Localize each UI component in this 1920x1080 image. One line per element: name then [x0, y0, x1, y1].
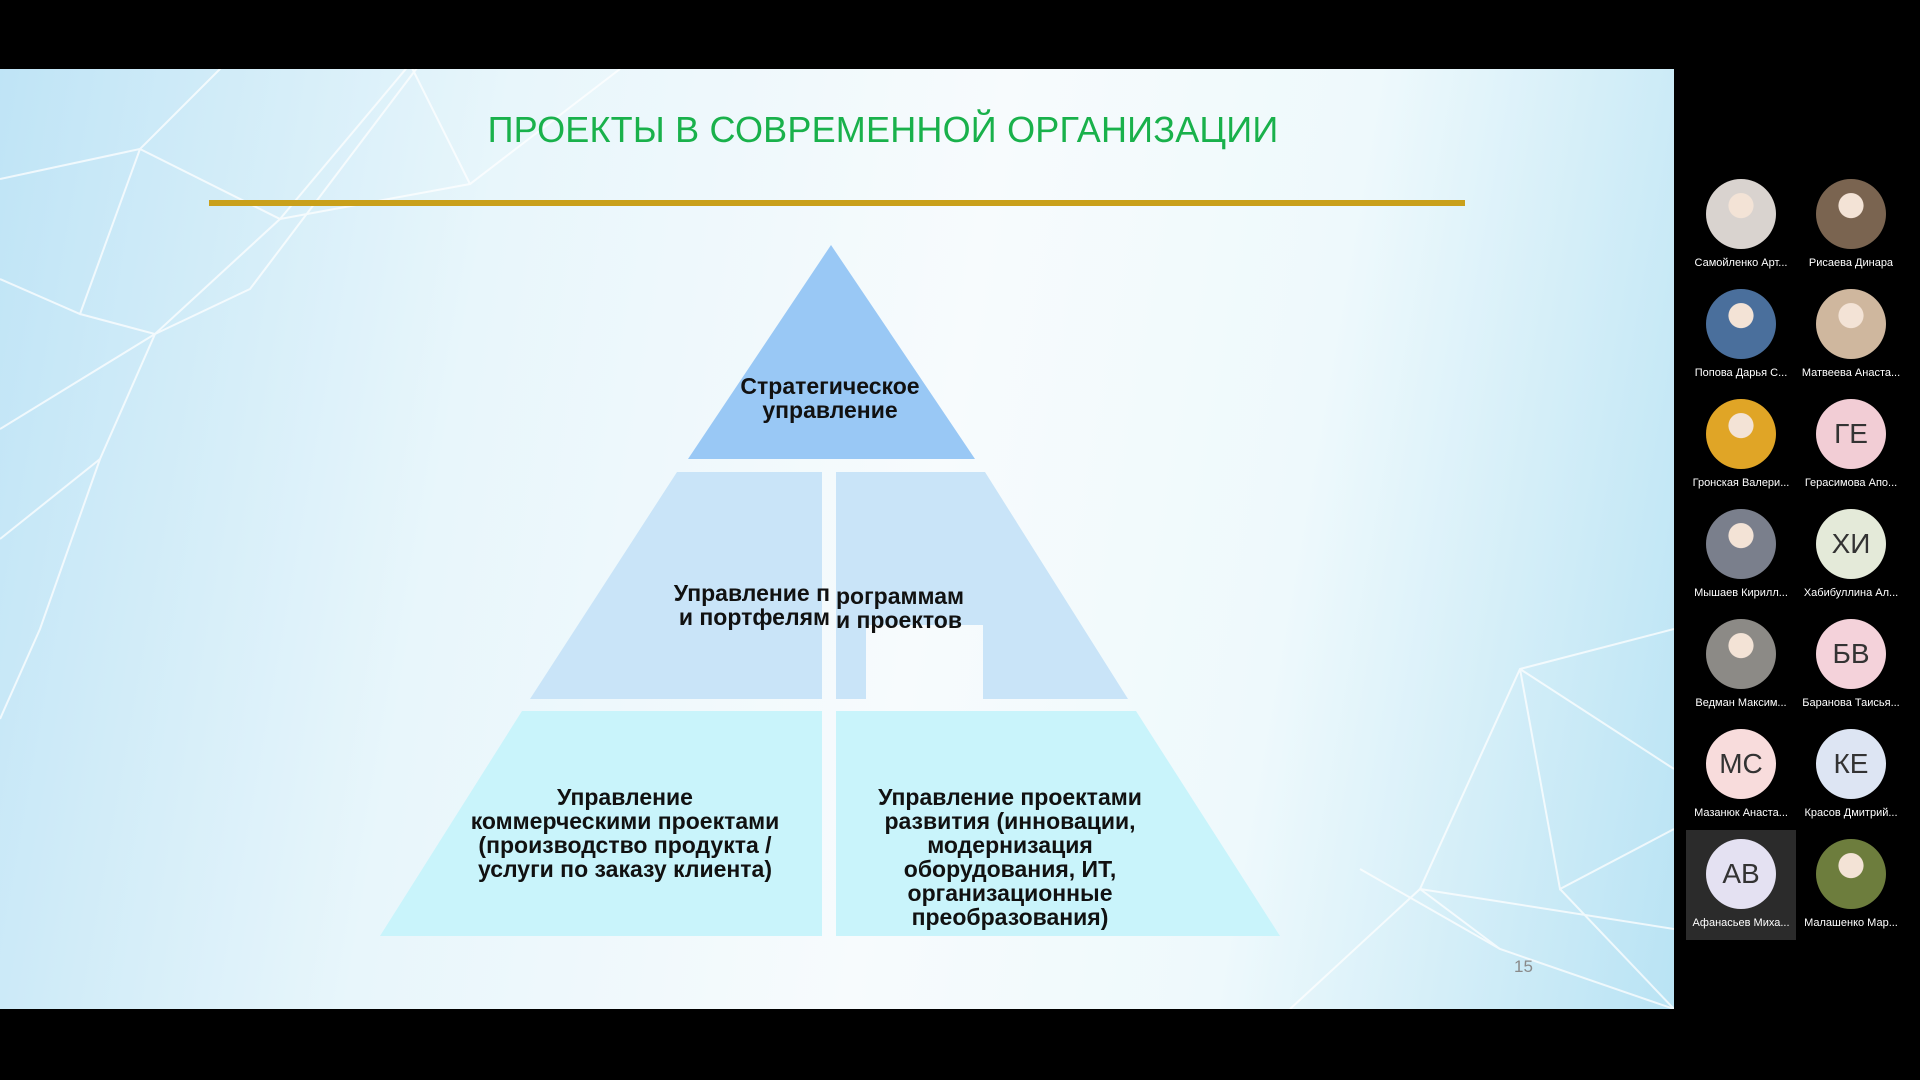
participant-photo-avatar	[1816, 289, 1886, 359]
participant-photo-avatar	[1816, 179, 1886, 249]
participant-photo-avatar	[1706, 399, 1776, 469]
participant-name: Самойленко Арт...	[1694, 257, 1788, 269]
participant-photo-avatar	[1706, 509, 1776, 579]
participant-name: Рисаева Динара	[1808, 257, 1894, 269]
participant-name: Мазанюк Анаста...	[1694, 807, 1788, 819]
participant-name: Герасимова Апо...	[1804, 477, 1898, 489]
participant-tile[interactable]	[1796, 610, 1906, 720]
pyramid-bottom-left-label: Управление коммерческими проектами (производство продукта / услуги по заказу клиента)	[470, 784, 780, 882]
participant-initials-avatar: МС	[1706, 729, 1776, 799]
participant-name: Мышаев Кирилл...	[1694, 587, 1788, 599]
participant-tile[interactable]	[1796, 390, 1906, 500]
pyramid-top-segment	[688, 245, 975, 459]
participant-name: Малашенко Мар...	[1804, 917, 1898, 929]
slide-title: ПРОЕКТЫ В СОВРЕМЕННОЙ ОРГАНИЗАЦИИ	[487, 109, 1279, 150]
participant-name: Афанасьев Миха...	[1692, 917, 1790, 929]
participant-tile[interactable]	[1686, 170, 1796, 280]
participant-initials-avatar: ГЕ	[1816, 399, 1886, 469]
participant-tile[interactable]	[1686, 610, 1796, 720]
participant-initials-avatar: ХИ	[1816, 509, 1886, 579]
participant-name: Гронская Валери...	[1692, 477, 1790, 489]
participant-name: Попова Дарья С...	[1694, 367, 1788, 379]
participant-tile[interactable]	[1686, 390, 1796, 500]
participant-tile[interactable]	[1796, 280, 1906, 390]
pyramid-middle-left-label: Управление п и портфелям	[673, 580, 830, 630]
participant-tile[interactable]	[1686, 500, 1796, 610]
participant-name: Красов Дмитрий...	[1804, 807, 1898, 819]
participant-tile[interactable]	[1686, 830, 1796, 940]
participant-photo-avatar	[1706, 179, 1776, 249]
participant-initials-avatar: АВ	[1706, 839, 1776, 909]
participant-name: Ведман Максим...	[1695, 697, 1787, 709]
participant-name: Хабибуллина Ал...	[1803, 587, 1899, 599]
pyramid-bottom-right-label: Управление проектами развития (инновации, модернизация оборудования, ИТ, организационные преобразования)	[878, 784, 1142, 930]
participant-tile[interactable]	[1686, 280, 1796, 390]
participant-tile[interactable]	[1796, 720, 1906, 830]
participant-photo-avatar	[1816, 839, 1886, 909]
participant-initials-avatar: БВ	[1816, 619, 1886, 689]
participant-tile[interactable]	[1796, 500, 1906, 610]
participant-tile[interactable]	[1796, 830, 1906, 940]
slide-page-number: 15	[1514, 957, 1533, 976]
participant-tile[interactable]	[1796, 170, 1906, 280]
participant-photo-avatar	[1706, 289, 1776, 359]
presentation-slide	[0, 69, 1674, 1009]
participant-name: Баранова Таисья...	[1802, 697, 1900, 709]
pyramid-middle-right-label: рограммам и проектов	[836, 583, 965, 633]
participant-tile[interactable]	[1686, 720, 1796, 830]
pyramid-diagram	[0, 69, 1674, 1009]
participants-panel	[1674, 69, 1920, 1009]
participant-initials-avatar: КЕ	[1816, 729, 1886, 799]
pyramid-top-label: Стратегическое управление	[740, 373, 920, 423]
participant-name: Матвеева Анаста...	[1801, 367, 1901, 379]
participant-photo-avatar	[1706, 619, 1776, 689]
